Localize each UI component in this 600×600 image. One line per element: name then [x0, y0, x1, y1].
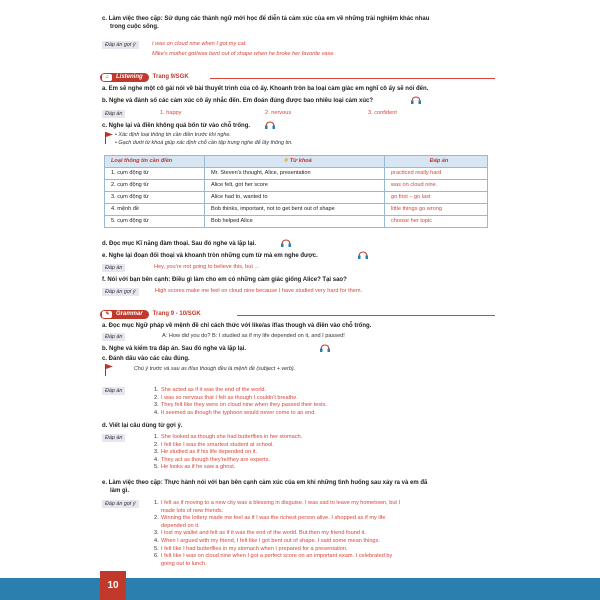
- answer-label: Đáp án: [102, 264, 125, 272]
- flag-icon: [104, 132, 113, 144]
- list-item: 1. I felt as if moving to a new city was a blessing in disguise. I was sad to leave my hometown, but I: [154, 500, 401, 506]
- answer-label: Đáp án: [102, 333, 125, 341]
- answer-line: A: How did you do? B: I studied as if my life depended on it, and I passed!: [162, 333, 345, 339]
- answer-line: Hey, you're not going to believe this, but ...: [154, 264, 260, 270]
- answer-item: 2. nervous: [265, 110, 292, 116]
- answer-list-c: [154, 387, 327, 417]
- answer-item: 1. happy: [160, 110, 182, 116]
- list-item: 1. She acted as if it was the end of the world.: [154, 387, 267, 393]
- list-item: depended on it.: [161, 522, 200, 529]
- table-cell: Bob helped Alice: [205, 216, 385, 228]
- grammar-question-a: a. Đọc mục Ngữ pháp về mệnh đề chỉ cách thức với like/as if/as though và điền vào chỗ trống.: [102, 323, 372, 329]
- list-item: 3. I lost my wallet and felt as if it was the end of the world. But then my friend found it.: [154, 530, 366, 537]
- footer-bar: [0, 578, 600, 600]
- table-row: [105, 216, 488, 228]
- answer-label: Đáp án gợi ý: [102, 288, 139, 296]
- headphone-icon: ♫: [102, 74, 112, 81]
- table-cell: Bob thinks, important, not to get bent out of shape: [205, 204, 385, 216]
- table-row: [105, 168, 488, 180]
- grammar-page-ref: Trang 9 - 10/SGK: [152, 310, 201, 317]
- section-rule: [210, 78, 495, 79]
- headphone-icon: [265, 121, 275, 129]
- lightbulb-icon: ☀: [283, 157, 289, 164]
- flag-icon: [104, 364, 113, 376]
- listening-tab: ♫ Listening: [100, 73, 149, 82]
- grammar-question-c: c. Đánh dấu vào các câu đúng.: [102, 356, 190, 362]
- info-table: [104, 155, 488, 228]
- list-item: 2. Winning the lottery made me feel as if I was the richest person alive. I shopped as if my life: [154, 515, 386, 522]
- table-cell: Mr. Steven's thought, Alice, presentation: [205, 168, 385, 180]
- answer-line: High scores make me feel on cloud nine because I have studied very hard for them.: [155, 288, 363, 294]
- table-cell: practiced really hard: [385, 168, 488, 180]
- grammar-tab: ✎ Grammar: [100, 310, 149, 319]
- table-cell: was on cloud nine.: [385, 180, 488, 192]
- pencil-icon: ✎: [102, 311, 112, 318]
- answer-label: Đáp án: [102, 387, 125, 395]
- listening-question-b: b. Nghe và đánh số các cảm xúc cô ấy nhắc đến. Em đoán đúng được bao nhiêu loại cảm xúc?: [102, 98, 374, 104]
- list-item: 4. It seemed as though the typhoon would never come to an end.: [154, 409, 316, 416]
- tip-note: • Xác định loại thông tin cần điền trước khi nghe.: [115, 132, 231, 138]
- page-number: 10: [100, 571, 126, 600]
- table-cell: 3. cụm động từ: [105, 192, 205, 204]
- headphone-icon: [281, 239, 291, 247]
- table-cell: Alice felt, got her score: [205, 180, 385, 192]
- list-item: 6. I felt like I was on cloud nine when I got a perfect score on an important exam. I celebrated by: [154, 553, 393, 560]
- grammar-question-e: e. Làm việc theo cặp: Thực hành nói với bạn bên cạnh cảm xúc của em khi những tình huống sau xảy ra và em đã: [102, 480, 428, 486]
- listening-question-e: e. Nghe lại đoạn đối thoại và khoanh tròn những cụm từ mà em nghe được.: [102, 253, 318, 259]
- grammar-question-e-cont: làm gì.: [110, 488, 130, 494]
- listening-question-f: f. Nói với bạn bên cạnh: Điều gì làm cho em có những cảm giác giống Alice? Tại sao?: [102, 277, 347, 283]
- list-item: 3. He studied as if his life depended on it.: [154, 449, 258, 456]
- listening-question-a: a. Em sẽ nghe một cô gái nói về bài thuyết trình của cô ấy. Khoanh tròn ba loại cảm giác em nghĩ cô ấy sẽ nói đến.: [102, 86, 429, 92]
- list-item: 4. They act as though they're/they are experts.: [154, 456, 270, 463]
- answer-list-d: [154, 434, 302, 472]
- list-item: 5. I felt like I had butterflies in my stomach when I prepared for a presentation.: [154, 545, 348, 552]
- table-cell: go first – go last: [385, 192, 488, 204]
- table-cell: Alice had to, wanted to: [205, 192, 385, 204]
- section-rule: [237, 315, 495, 316]
- table-header: Loại thông tin cần điền: [105, 156, 205, 168]
- answer-item: 3. confident: [368, 110, 397, 116]
- answer-line: I was on cloud nine when I got my cat.: [152, 41, 247, 47]
- table-header-row: [105, 156, 488, 168]
- headphone-icon: [411, 96, 421, 104]
- grammar-question-d: d. Viết lại câu dùng từ gợi ý.: [102, 423, 183, 429]
- question-c-top-cont: trong cuộc sống.: [110, 24, 159, 30]
- list-item: going out to lunch.: [161, 560, 207, 567]
- listening-section-header: [100, 72, 189, 83]
- list-item: 3. They felt like they were on cloud nine when they passed their tests.: [154, 402, 328, 409]
- table-cell: 5. cụm động từ: [105, 216, 205, 228]
- answer-label: Đáp án gợi ý: [102, 500, 139, 508]
- table-row: [105, 204, 488, 216]
- table-header: ☀ Từ khoá: [205, 156, 385, 168]
- table-cell: choose her topic: [385, 216, 488, 228]
- grammar-question-b: b. Nghe và kiểm tra đáp án. Sau đó nghe và lặp lại.: [102, 346, 247, 352]
- list-item: 1. She looked as though she had butterflies in her stomach.: [154, 434, 303, 440]
- list-item: 5. He looks as if he saw a ghost.: [154, 464, 236, 471]
- answer-label: Đáp án gợi ý: [102, 41, 139, 49]
- answer-label: Đáp án: [102, 434, 125, 442]
- listening-page-ref: Trang 9/SGK: [152, 73, 189, 80]
- list-item: 2. I felt like I was the smartest student at school.: [154, 441, 274, 448]
- headphone-icon: [320, 344, 330, 352]
- list-item: 4. When I argued with my friend, I felt like I got bent out of shape. I said some mean things.: [154, 537, 380, 544]
- listening-question-d: d. Đọc mục Kĩ năng đàm thoại. Sau đó nghe và lặp lại.: [102, 241, 257, 247]
- table-cell: 1. cụm động từ: [105, 168, 205, 180]
- answer-label: Đáp án: [102, 110, 125, 118]
- answer-line: Mike's mother got/was bent out of shape when he broke her favorite vase.: [152, 51, 335, 57]
- question-c-top: c. Làm việc theo cặp: Sử dụng các thành ngữ mới học để diễn tả cảm xúc của em về những trải nghiệm khác nhau: [102, 16, 430, 22]
- answer-list-e: [154, 500, 400, 568]
- table-cell: little things go wrong: [385, 204, 488, 216]
- table-cell: 4. mệnh đề: [105, 204, 205, 216]
- tip-note: Chú ý trước và sau as if/as though đều là mệnh đề (subject + verb).: [134, 366, 296, 372]
- table-cell: 2. cụm động từ: [105, 180, 205, 192]
- headphone-icon: [358, 251, 368, 259]
- table-header: Đáp án: [385, 156, 488, 168]
- list-item: 2. I was so nervous that I felt as though I couldn't breathe.: [154, 394, 298, 401]
- list-item: made lots of new friends.: [161, 507, 224, 514]
- table-row: [105, 192, 488, 204]
- grammar-section-header: [100, 309, 201, 320]
- tip-note: • Gạch dưới từ khoá giúp xác định chỗ cần tập trung nghe để lấy thông tin.: [115, 140, 293, 146]
- listening-question-c: c. Nghe lại và điền không quá bốn từ vào chỗ trống.: [102, 123, 251, 129]
- table-row: [105, 180, 488, 192]
